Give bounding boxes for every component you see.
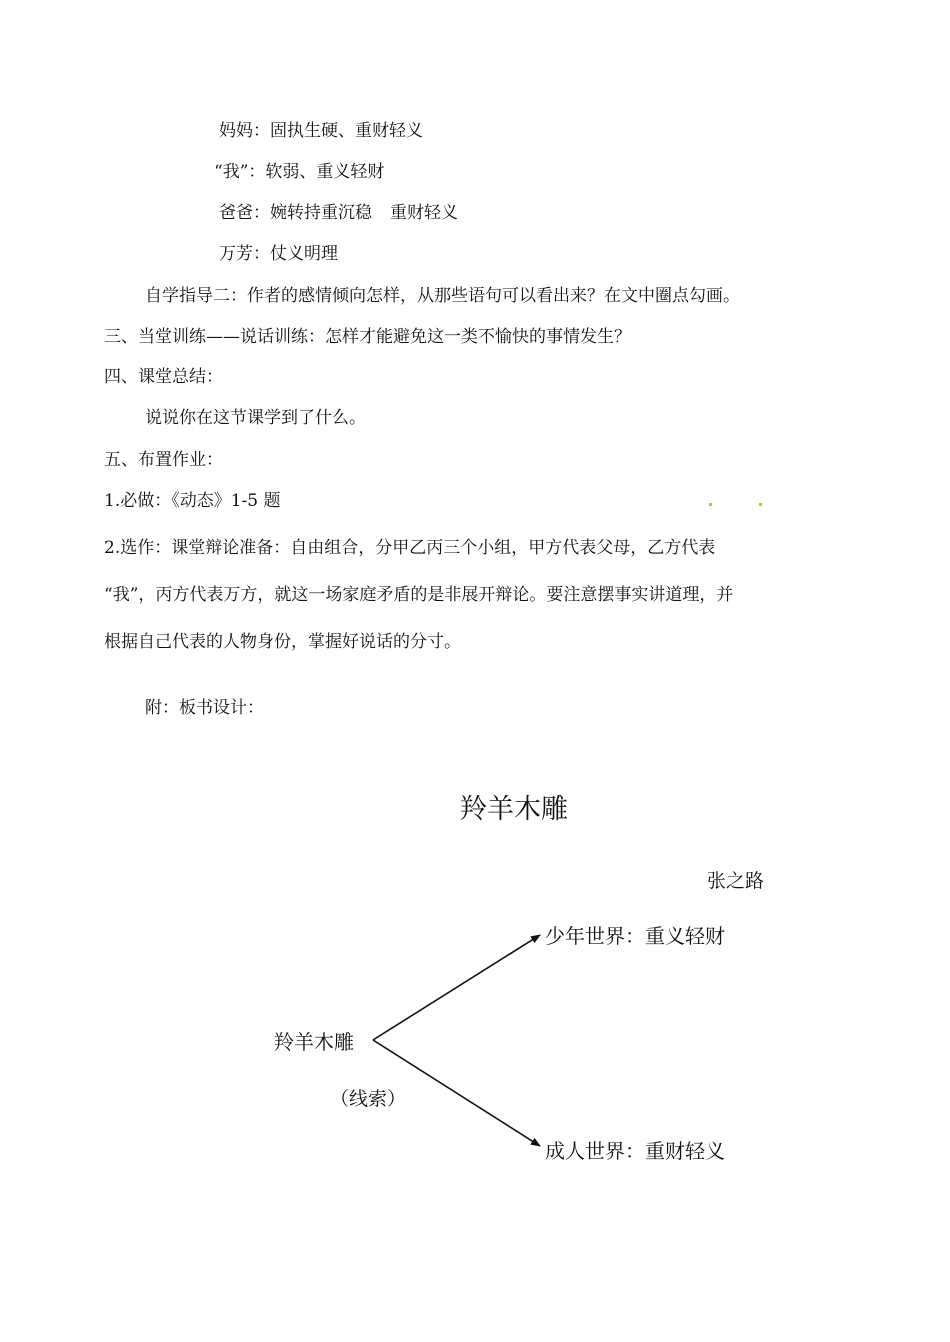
character-name: 妈妈：	[219, 121, 270, 141]
homework-required: 1.必做：《动态》1-5 题	[104, 491, 281, 511]
board-title: 羚羊木雕	[460, 794, 568, 825]
arrow-to-top-branch	[373, 935, 540, 1040]
character-name: “我”：	[214, 162, 266, 182]
section-four-body: 说说你在这节课学到了什么。	[145, 408, 366, 428]
homework-optional-line-1: 2.选作：课堂辩论准备：自由组合，分甲乙丙三个小组，甲方代表父母，乙方代表	[104, 538, 716, 558]
board-center-note: （线索）	[330, 1088, 407, 1110]
character-traits: 软弱、重义轻财	[265, 162, 385, 182]
character-name: 爸爸：	[219, 203, 270, 223]
homework-optional-line-2: “我”，丙方代表万方，就这一场家庭矛盾的是非展开辩论。要注意摆事实讲道理，并	[104, 585, 734, 605]
board-author: 张之路	[707, 870, 765, 892]
appendix-label: 附：板书设计：	[145, 698, 264, 718]
character-traits: 仗义明理	[270, 244, 338, 264]
self-study-guide-two: 自学指导二：作者的感情倾向怎样，从那些语句可以看出来？在文中圈点勾画。	[145, 286, 740, 306]
section-three-heading: 三、当堂训练——说话训练：怎样才能避免这一类不愉快的事情发生？	[104, 327, 631, 347]
character-traits: 固执生硬、重财轻义	[270, 121, 423, 141]
board-center: 羚羊木雕	[274, 1030, 354, 1054]
homework-optional-line-3: 根据自己代表的人物身份，掌握好说话的分寸。	[104, 632, 461, 652]
arrow-to-bottom-branch	[373, 1040, 540, 1146]
board-branch-top: 少年世界：重义轻财	[545, 924, 725, 948]
section-four-heading: 四、课堂总结：	[104, 367, 223, 387]
character-traits-extra: 重财轻义	[390, 203, 458, 223]
character-traits: 婉转持重沉稳	[270, 203, 372, 223]
character-name: 万芳：	[219, 244, 270, 264]
section-five-heading: 五、布置作业：	[104, 450, 223, 470]
board-branch-bottom: 成人世界：重财轻义	[545, 1139, 725, 1163]
